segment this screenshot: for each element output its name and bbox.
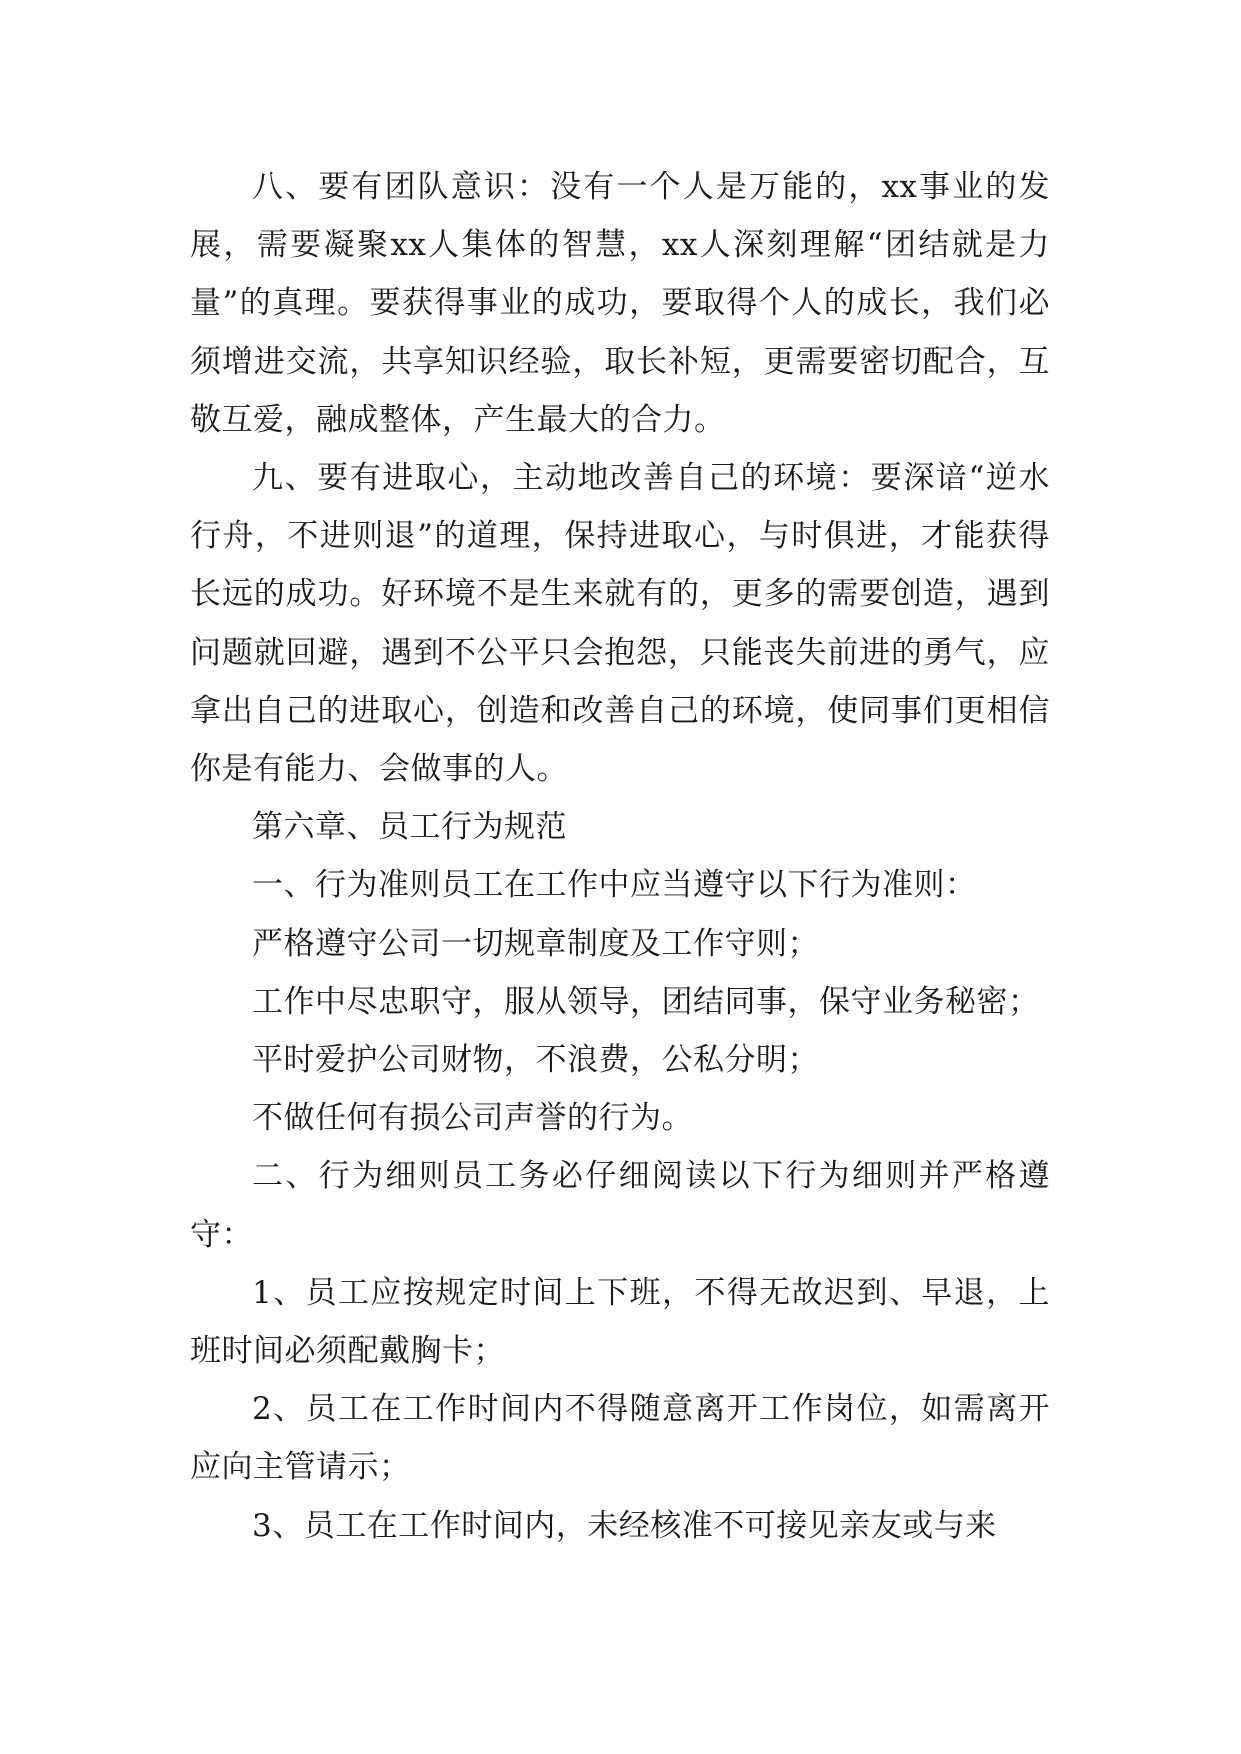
paragraph-initiative: 九、要有进取心，主动地改善自己的环境：要深谙“逆水行舟，不进则退”的道理，保持进取心，与时俱进，才能获得长远的成功。好环境不是生来就有的，更多的需要创造，遇到问题就回避，遇到不公平只会抱怨，只能丧失前进的勇气，应拿出自己的进取心，创造和改善自己的环境，使同事们更相信你是有能力、会做事的人。 bbox=[190, 460, 1050, 788]
paragraph-teamwork: 八、要有团队意识：没有一个人是万能的，xx事业的发展，需要凝聚xx人集体的智慧，xx人深刻理解“团结就是力量”的真理。要获得事业的成功，要取得个人的成长，我们必须增进交流，共享知识经验，取长补短，更需要密切配合，互敬互爱，融成整体，产生最大的合力。 bbox=[190, 169, 1050, 438]
paragraph-rule-1: 严格遵守公司一切规章制度及工作守则； bbox=[252, 925, 819, 962]
paragraph-rule-2: 工作中尽忠职守，服从领导，团结同事，保守业务秘密； bbox=[252, 983, 1040, 1020]
paragraph-detail-1: 1、员工应按规定时间上下班，不得无故迟到、早退，上班时间必须配戴胸卡； bbox=[190, 1274, 1050, 1370]
paragraph-rule-4: 不做任何有损公司声誉的行为。 bbox=[252, 1100, 693, 1137]
chapter-heading: 第六章、员工行为规范 bbox=[252, 809, 567, 846]
paragraph-conduct-principles: 一、行为准则员工在工作中应当遵守以下行为准则： bbox=[252, 867, 977, 904]
paragraph-rule-3: 平时爱护公司财物，不浪费，公私分明； bbox=[252, 1042, 819, 1079]
document-page bbox=[190, 158, 1050, 1555]
paragraph-conduct-details: 二、行为细则员工务必仔细阅读以下行为细则并严格遵守： bbox=[190, 1158, 1050, 1253]
paragraph-detail-2: 2、员工在工作时间内不得随意离开工作岗位，如需离开应向主管请示； bbox=[190, 1391, 1050, 1486]
paragraph-detail-3: 3、员工在工作时间内，未经核准不可接见亲友或与来 bbox=[252, 1507, 997, 1544]
